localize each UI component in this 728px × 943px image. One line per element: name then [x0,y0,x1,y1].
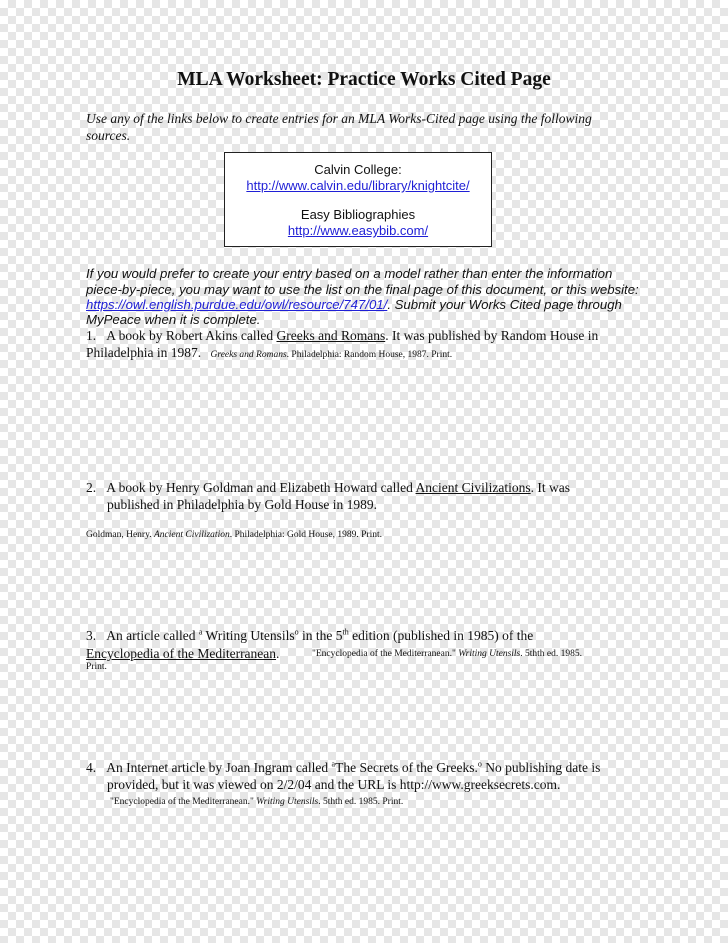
question-4-quote-close: o [477,759,482,769]
question-2-answer-a: Goldman, Henry. [86,530,154,540]
easybib-label: Easy Bibliographies [300,207,416,222]
question-2-answer-title: Ancient Civilization [153,530,230,540]
question-4-text-a: An Internet article by Joan Ingram called [106,760,329,775]
question-1-number: 1. [86,328,97,343]
question-3-text-d: edition (published in 1985) of the [348,628,534,643]
question-3-quote-open: a [198,627,203,637]
question-2-title: Ancient Civilizations [415,480,531,495]
question-4-number: 4. [86,760,97,775]
intro-line-1: Use any of the links below to create entries for an MLA Works-Cited page using the following [86,111,592,126]
question-3-title-dot: . [276,646,280,661]
calvin-college-label: Calvin College: [314,162,402,177]
question-1-text-a: A book by Robert Akins called [106,328,277,343]
question-2-answer [86,530,382,540]
question-2-text-b: . It was [530,480,571,495]
question-3-text-a: An article called [106,628,196,643]
model-para-line-1: If you would prefer to create your entry based on a model rather than enter the information [86,266,613,281]
question-1-text-line2: Philadelphia in 1987. [86,345,202,360]
question-3-answer-title: Writing Utensils [458,649,521,659]
question-3-line-1 [86,628,533,644]
question-1-line-2 [86,345,452,361]
easybib-link-wrap [225,223,491,238]
model-para-line-2: piece-by-piece, you may want to use the list on the final page of this document, or this website: [86,282,639,297]
page-title: MLA Worksheet: Practice Works Cited Page [177,69,551,90]
question-3-number: 3. [86,628,97,643]
question-2-number: 2. [86,480,97,495]
model-para-line-3-rest: . Submit your Works Cited page through [387,297,622,312]
question-4-answer-rest: . 5thth ed. 1985. Print. [318,797,404,807]
question-4-line-2: provided, but it was viewed on 2/2/04 and the URL is http://www.greeksecrets.com. [107,777,561,792]
question-3-answer-a: "Encyclopedia of the Mediterranean." [312,649,459,659]
calvin-college-link[interactable]: http://www.calvin.edu/library/knightcite/ [246,178,470,193]
question-4-text-c: No publishing date is [481,760,601,775]
question-3-text-c: in the 5 [298,628,343,643]
intro-line-2: sources. [86,128,131,143]
question-3-sup: th [342,627,349,637]
question-2-line-1 [86,480,570,496]
question-4-text-b: The Secrets of the Greeks. [335,760,478,775]
question-3-answer [312,649,582,659]
question-1-line-1 [86,328,598,344]
question-3-title: Encyclopedia of the Mediterranean [86,646,277,661]
calvin-college-link-wrap [225,178,491,193]
question-3-quote-close: o [294,627,299,637]
question-1-title: Greeks and Romans [276,328,386,343]
question-3-line-2 [86,646,279,662]
question-4-answer [110,797,403,807]
question-3-answer-line-2: Print. [86,662,107,672]
easybib-link[interactable]: http://www.easybib.com/ [287,223,429,238]
question-1-text-b: . It was published by Random House in [385,328,599,343]
links-box [224,152,492,247]
question-2-line-2: published in Philadelphia by Gold House in 1989. [107,497,377,512]
question-4-answer-a: "Encyclopedia of the Mediterranean." [110,797,257,807]
question-1-answer-rest: . Philadelphia: Random House, 1987. Print. [286,350,453,360]
question-2-answer-rest: . Philadelphia: Gold House, 1989. Print. [229,530,382,540]
question-4-answer-title: Writing Utensils [256,797,319,807]
question-2-text-a: A book by Henry Goldman and Elizabeth Howard called [106,480,416,495]
model-para-line-3 [86,297,622,312]
question-1-answer-title: Greeks and Romans [210,350,287,360]
question-4-line-1 [86,760,600,776]
question-4-quote-open: a [331,759,336,769]
model-para-line-4: MyPeace when it is complete. [86,312,261,327]
question-1-answer [211,350,453,360]
question-3-answer-rest: . 5thth ed. 1985. [520,649,583,659]
purdue-owl-link[interactable]: https://owl.english.purdue.edu/owl/resource/747/01/ [86,297,388,312]
question-3-text-b: Writing Utensils [202,628,295,643]
